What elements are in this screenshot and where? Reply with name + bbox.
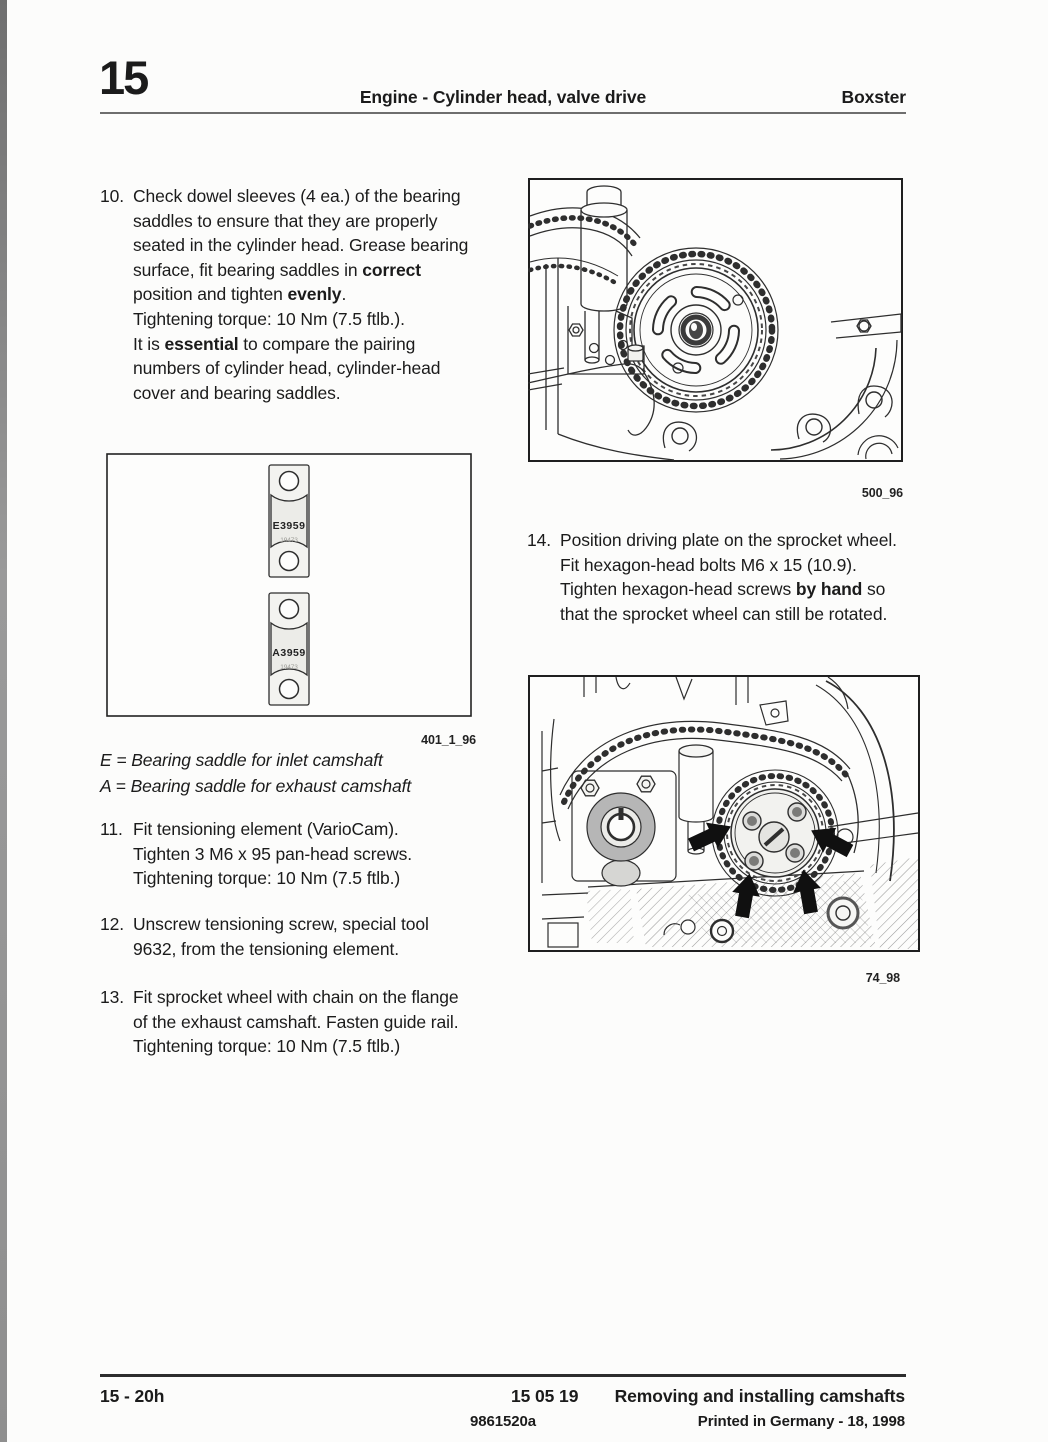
model-name: Boxster <box>841 87 906 107</box>
step-number: 14. <box>527 530 552 550</box>
driving-plate-drawing <box>528 675 920 952</box>
step-number: 13. <box>100 987 125 1007</box>
sprocket-assembly-drawing <box>528 178 903 462</box>
step-13 <box>100 985 500 1059</box>
step-text: Check dowel sleeves (4 ea.) of the bearing saddles to ensure that they are properly seated in the cylinder head. Grease bearing surface, fit bearing saddles in correct position and tighten evenly. Tightening torque: 10 Nm (7.5 ftlb.). It is essential to compare the pairing numbers of cylinder head, cylinder-head cover and bearing saddles. <box>133 186 469 403</box>
saddle-stamp-exhaust: A3959 <box>272 647 306 659</box>
figure-label-74-98: 74_98 <box>865 971 900 985</box>
footer-doc-number: 9861520a <box>470 1413 536 1430</box>
step-number: 11. <box>100 819 123 839</box>
step-12 <box>100 912 500 961</box>
figure-sprocket-assembly <box>528 178 903 467</box>
page-title: Engine - Cylinder head, valve drive <box>359 87 647 107</box>
footer-section-code: 15 05 19 <box>511 1386 579 1406</box>
footer-rule <box>100 1374 906 1377</box>
saddle-legend: E = Bearing saddle for inlet camshaft A = Bearing saddle for exhaust camshaft <box>100 750 412 796</box>
saddle-code-inlet: 19473 <box>280 537 298 544</box>
step-text: Unscrew tensioning screw, special tool 9632, from the tensioning element. <box>133 914 429 959</box>
step-number: 12. <box>100 914 125 934</box>
chapter-number: 15 <box>99 51 148 104</box>
footer-labor-time: 15 - 20h <box>100 1386 165 1406</box>
figure-label-500-96: 500_96 <box>861 486 903 500</box>
step-14 <box>527 528 937 626</box>
sprocket-wheel <box>634 268 758 392</box>
scan-edge <box>0 0 7 1442</box>
step-text: Fit tensioning element (VarioCam). Tighten 3 M6 x 95 pan-head screws. Tightening torque: 10 Nm (7.5 ftlb.) <box>133 819 413 889</box>
step-text: Position driving plate on the sprocket wheel. Fit hexagon-head bolts M6 x 15 (10.9). Tighten hexagon-head screws by hand so that the sprocket wheel can still be rotated. <box>560 530 897 624</box>
step-10 <box>100 184 500 405</box>
saddle-exhaust <box>269 593 309 705</box>
header-rule <box>100 112 906 114</box>
step-number: 10. <box>100 186 125 206</box>
saddle-code-exhaust: 19473 <box>280 664 298 671</box>
saddle-stamp-inlet: E3959 <box>272 520 306 532</box>
footer-section-title: Removing and installing camshafts <box>614 1386 905 1406</box>
footer-printed-in: Printed in Germany - 18, 1998 <box>697 1413 905 1430</box>
saddle-inlet <box>269 465 309 577</box>
step-text: Fit sprocket wheel with chain on the flange of the exhaust camshaft. Fasten guide rail. Tightening torque: 10 Nm (7.5 ftlb.) <box>133 987 459 1057</box>
figure-bearing-saddles <box>106 453 472 722</box>
step-11 <box>100 817 500 891</box>
figure-label-401-1-96: 401_1_96 <box>421 733 476 747</box>
figure-driving-plate <box>528 675 920 957</box>
bearing-saddles-drawing <box>106 453 472 717</box>
